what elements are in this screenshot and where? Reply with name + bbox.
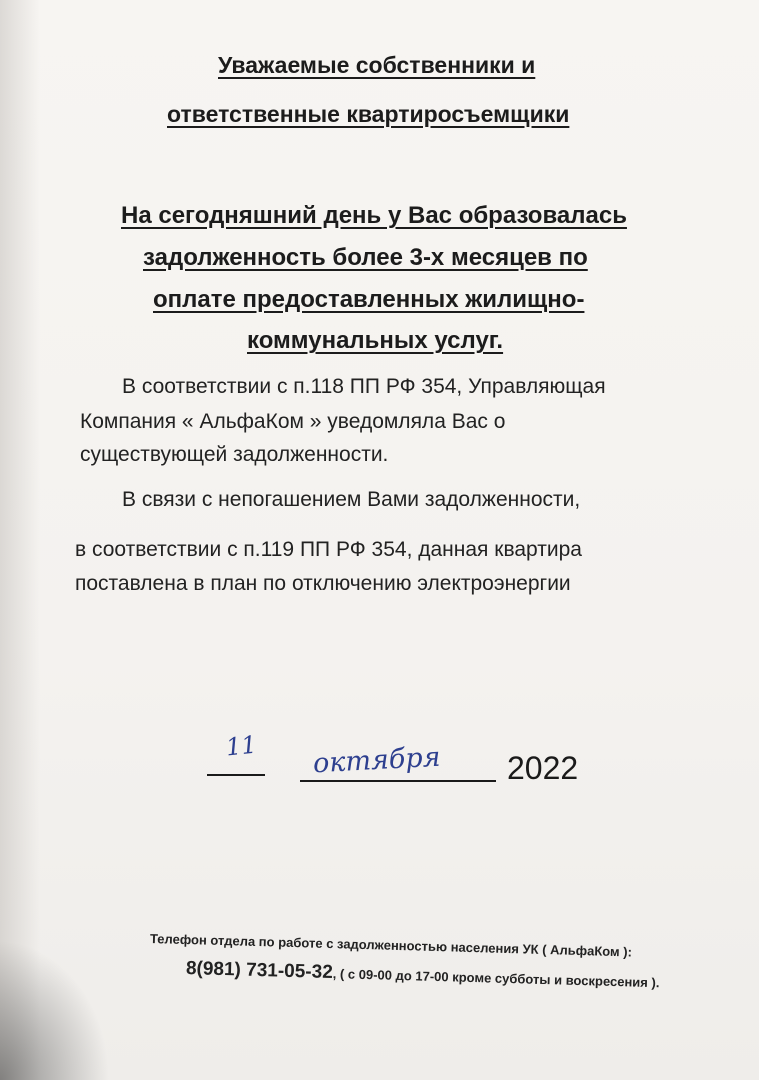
heading-line-1: Уважаемые собственники и — [218, 52, 536, 78]
date-year: 2022 — [507, 750, 579, 786]
footer-phone-number: 8(981) 731-05-32 — [185, 958, 334, 984]
date-month-handwritten: октября — [312, 741, 442, 780]
page-shadow — [0, 0, 40, 1080]
corner-shadow — [0, 940, 110, 1080]
date-day-handwritten: 11 — [224, 730, 258, 762]
paragraph-2-line-1: В связи с непогашением Вами задолженности, — [122, 488, 581, 511]
footer-hours: , ( с 09-00 до 17-00 кроме субботы и воскресения ). — [332, 966, 660, 991]
footer-phone-label: Телефон отдела по работе с задолженностью населения УК ( АльфаКом ): — [149, 931, 633, 960]
notice-line-2: задолженность более 3-х месяцев по — [143, 244, 588, 271]
paragraph-1-line-3: существующей задолженности. — [80, 443, 389, 466]
paragraph-2-line-2: в соответствии с п.119 ПП РФ 354, данная квартира — [75, 538, 582, 561]
paragraph-1-line-2: Компания « АльфаКом » уведомляла Вас о — [80, 410, 506, 433]
notice-line-4: коммунальных услуг. — [247, 327, 504, 354]
date-month-underline — [300, 780, 496, 782]
heading-line-2: ответственные квартиросъемщики — [167, 101, 570, 127]
paragraph-1-line-1: В соответствии с п.118 ПП РФ 354, Управляющая — [122, 375, 606, 398]
notice-line-3: оплате предоставленных жилищно- — [153, 286, 585, 313]
footer-contact-line — [186, 958, 660, 993]
notice-line-1: На сегодняшний день у Вас образовалась — [121, 202, 627, 229]
paragraph-2-line-3: поставлена в план по отключению электроэнергии — [75, 572, 571, 595]
date-day-underline — [207, 774, 265, 776]
